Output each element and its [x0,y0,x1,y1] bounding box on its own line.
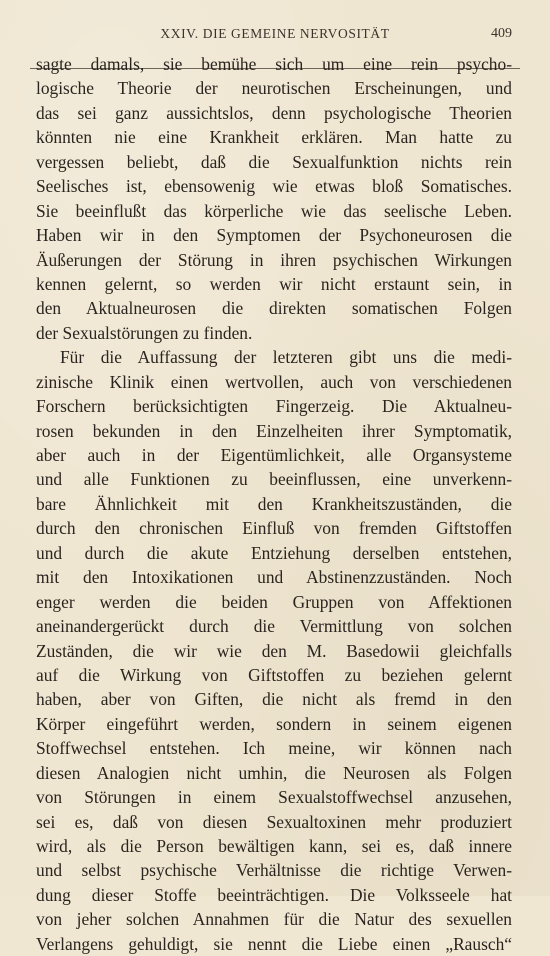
paragraph-first-line: Für die Auffassung der letzteren gibt uns die medi- [60,347,512,368]
text-line: sei es, daß von diesen Sexualtoxinen mehr produziert [36,811,512,832]
text-line: Stoffwechsel entstehen. Ich meine, wir können nach [36,738,512,759]
text-line: kennen gelernt, so werden wir nicht erstaunt sein, in [36,273,512,294]
text-line: dung dieser Stoffe beeinträchtigen. Die Volksseele hat [36,884,512,905]
text-line: vergessen beliebt, daß die Sexualfunktion nichts rein [36,151,512,172]
paragraph-end-line: der Sexualstörungen zu finden. [36,322,253,343]
text-line: das sei ganz aussichtslos, denn psychologische Theorien [36,102,512,123]
text-line: könnten nie eine Krankheit erklären. Man hatte zu [36,127,512,148]
text-line: haben, aber von Giften, die nicht als fremd in den [36,689,512,710]
text-line: rosen bekunden in den Einzelheiten ihrer Symptomatik, [36,420,512,441]
text-line: Zuständen, die wir wie den M. Basedowii gleichfalls [36,640,512,661]
text-line: Äußerungen der Störung in ihren psychischen Wirkungen [36,249,512,270]
body-text [36,52,512,956]
text-line: Sie beeinflußt das körperliche wie das seelische Leben. [36,200,512,221]
text-line: auf die Wirkung von Giftstoffen zu beziehen gelernt [36,664,512,685]
text-line: Körper eingeführt werden, sondern in seinem eigenen [36,713,512,734]
text-line: bare Ähnlichkeit mit den Krankheitszuständen, die [36,493,512,514]
page-number: 409 [491,26,512,41]
text-line: sagte damals, sie bemühe sich um eine rein psycho- [36,54,512,74]
text-line: mit den Intoxikationen und Abstinenzzuständen. Noch [36,567,512,588]
text-line: Verlangens gehuldigt, sie nennt die Liebe einen „Rausch“ [36,933,512,954]
text-line: von jeher solchen Annahmen für die Natur des sexuellen [36,909,512,930]
text-line: logische Theorie der neurotischen Erscheinungen, und [36,78,512,99]
text-line: und alle Funktionen zu beeinflussen, eine unverkenn- [36,469,512,490]
text-line: und durch die akute Entziehung derselben entstehen, [36,542,512,563]
text-line: aber auch in der Eigentümlichkeit, alle Organsysteme [36,445,512,465]
text-line: Haben wir in den Symptomen der Psychoneurosen die [36,225,512,246]
text-line: den Aktualneurosen die direkten somatischen Folgen [36,298,512,319]
text-line: wird, als die Person bewältigen kann, sei es, daß innere [36,836,512,856]
chapter-title: XXIV. DIE GEMEINE NERVOSITÄT [160,26,390,41]
text-line: zinische Klinik einen wertvollen, auch von verschiedenen [36,371,512,392]
text-line: aneinandergerückt durch die Vermittlung von solchen [36,616,512,637]
text-line: diesen Analogien nicht umhin, die Neurosen als Folgen [36,762,512,783]
text-line: durch den chronischen Einfluß von fremden Giftstoffen [36,518,512,539]
text-line: und selbst psychische Verhältnisse die richtige Verwen- [36,860,512,881]
running-head [0,20,550,50]
text-line: enger werden die beiden Gruppen von Affektionen [36,591,512,612]
text-line: Seelisches ist, ebensowenig wie etwas bloß Somatisches. [36,176,512,197]
text-line: von Störungen in einem Sexualstoffwechsel anzusehen, [36,787,512,808]
text-line: Forschern berücksichtigten Fingerzeig. Die Aktualneu- [36,396,512,417]
